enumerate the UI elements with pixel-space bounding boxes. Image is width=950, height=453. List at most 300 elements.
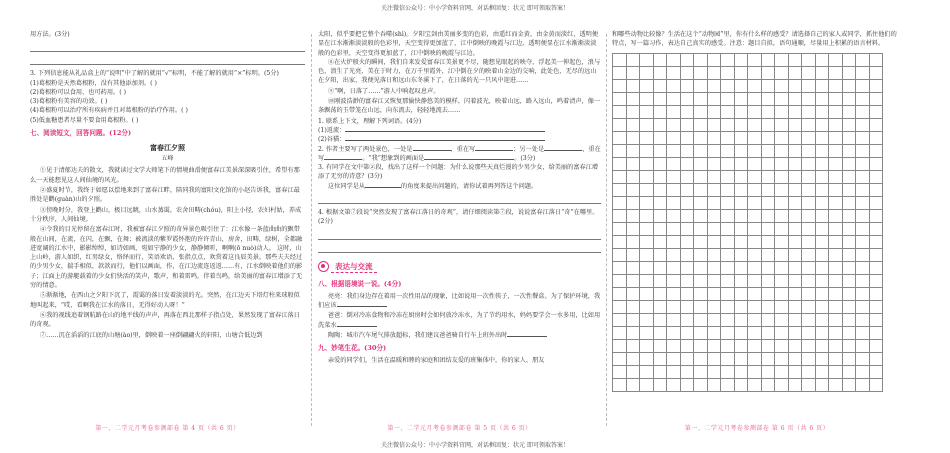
grid-cell[interactable] [748, 54, 762, 67]
grid-cell[interactable] [735, 184, 749, 197]
grid-cell[interactable] [843, 223, 857, 236]
grid-cell[interactable] [789, 249, 803, 262]
grid-cell[interactable] [870, 236, 884, 249]
grid-cell[interactable] [775, 379, 789, 392]
grid-cell[interactable] [721, 145, 735, 158]
grid-cell[interactable] [694, 353, 708, 366]
grid-cell[interactable] [627, 379, 641, 392]
grid-cell[interactable] [613, 210, 627, 223]
grid-cell[interactable] [654, 366, 668, 379]
grid-cell[interactable] [640, 236, 654, 249]
grid-cell[interactable] [627, 262, 641, 275]
grid-cell[interactable] [789, 197, 803, 210]
grid-cell[interactable] [694, 275, 708, 288]
grid-cell[interactable] [613, 184, 627, 197]
grid-cell[interactable] [802, 184, 816, 197]
grid-cell[interactable] [708, 288, 722, 301]
grid-cell[interactable] [829, 301, 843, 314]
grid-cell[interactable] [627, 184, 641, 197]
grid-cell[interactable] [762, 80, 776, 93]
grid-cell[interactable] [843, 327, 857, 340]
grid-cell[interactable] [694, 67, 708, 80]
grid-cell[interactable] [613, 132, 627, 145]
grid-cell[interactable] [856, 249, 870, 262]
grid-cell[interactable] [856, 145, 870, 158]
grid-cell[interactable] [735, 236, 749, 249]
grid-cell[interactable] [856, 340, 870, 353]
answer-blank[interactable] [424, 154, 514, 160]
grid-cell[interactable] [694, 327, 708, 340]
grid-cell[interactable] [735, 301, 749, 314]
grid-cell[interactable] [654, 236, 668, 249]
grid-cell[interactable] [748, 262, 762, 275]
grid-cell[interactable] [789, 184, 803, 197]
grid-cell[interactable] [789, 236, 803, 249]
grid-cell[interactable] [721, 223, 735, 236]
grid-cell[interactable] [667, 288, 681, 301]
grid-cell[interactable] [802, 106, 816, 119]
grid-cell[interactable] [775, 275, 789, 288]
grid-cell[interactable] [829, 106, 843, 119]
grid-cell[interactable] [762, 327, 776, 340]
grid-cell[interactable] [802, 158, 816, 171]
grid-cell[interactable] [789, 366, 803, 379]
grid-cell[interactable] [613, 67, 627, 80]
grid-cell[interactable] [708, 145, 722, 158]
grid-cell[interactable] [640, 67, 654, 80]
grid-cell[interactable] [829, 119, 843, 132]
grid-cell[interactable] [870, 262, 884, 275]
grid-cell[interactable] [640, 288, 654, 301]
grid-cell[interactable] [681, 171, 695, 184]
grid-cell[interactable] [789, 262, 803, 275]
grid-cell[interactable] [789, 80, 803, 93]
grid-cell[interactable] [829, 54, 843, 67]
grid-cell[interactable] [816, 236, 830, 249]
grid-cell[interactable] [748, 340, 762, 353]
grid-cell[interactable] [789, 171, 803, 184]
grid-cell[interactable] [843, 262, 857, 275]
grid-cell[interactable] [654, 132, 668, 145]
grid-cell[interactable] [870, 288, 884, 301]
grid-cell[interactable] [694, 54, 708, 67]
answer-blank[interactable] [345, 126, 545, 132]
grid-cell[interactable] [802, 197, 816, 210]
grid-cell[interactable] [856, 379, 870, 392]
grid-cell[interactable] [708, 197, 722, 210]
grid-cell[interactable] [762, 379, 776, 392]
grid-cell[interactable] [681, 288, 695, 301]
grid-cell[interactable] [816, 106, 830, 119]
grid-cell[interactable] [816, 197, 830, 210]
grid-cell[interactable] [721, 353, 735, 366]
grid-cell[interactable] [789, 67, 803, 80]
grid-cell[interactable] [870, 54, 884, 67]
grid-cell[interactable] [667, 93, 681, 106]
grid-cell[interactable] [789, 379, 803, 392]
grid-cell[interactable] [789, 132, 803, 145]
grid-cell[interactable] [870, 223, 884, 236]
grid-cell[interactable] [775, 158, 789, 171]
grid-cell[interactable] [613, 288, 627, 301]
grid-cell[interactable] [640, 353, 654, 366]
grid-cell[interactable] [640, 327, 654, 340]
grid-cell[interactable] [694, 132, 708, 145]
grid-cell[interactable] [802, 249, 816, 262]
grid-cell[interactable] [654, 106, 668, 119]
grid-cell[interactable] [721, 210, 735, 223]
grid-cell[interactable] [775, 132, 789, 145]
grid-cell[interactable] [708, 54, 722, 67]
grid-cell[interactable] [721, 262, 735, 275]
grid-cell[interactable] [843, 314, 857, 327]
grid-cell[interactable] [870, 210, 884, 223]
grid-cell[interactable] [870, 119, 884, 132]
grid-cell[interactable] [870, 132, 884, 145]
grid-cell[interactable] [870, 353, 884, 366]
grid-cell[interactable] [627, 106, 641, 119]
grid-cell[interactable] [694, 210, 708, 223]
grid-cell[interactable] [694, 80, 708, 93]
grid-cell[interactable] [843, 67, 857, 80]
grid-cell[interactable] [802, 262, 816, 275]
grid-cell[interactable] [816, 223, 830, 236]
answer-blank[interactable] [345, 135, 545, 141]
grid-cell[interactable] [829, 275, 843, 288]
grid-cell[interactable] [816, 119, 830, 132]
grid-cell[interactable] [775, 288, 789, 301]
grid-cell[interactable] [802, 223, 816, 236]
grid-cell[interactable] [708, 210, 722, 223]
grid-cell[interactable] [802, 301, 816, 314]
grid-cell[interactable] [748, 353, 762, 366]
grid-cell[interactable] [856, 288, 870, 301]
grid-cell[interactable] [613, 366, 627, 379]
grid-cell[interactable] [843, 236, 857, 249]
grid-cell[interactable] [843, 171, 857, 184]
grid-cell[interactable] [721, 379, 735, 392]
grid-cell[interactable] [735, 249, 749, 262]
grid-cell[interactable] [640, 249, 654, 262]
grid-cell[interactable] [748, 249, 762, 262]
grid-cell[interactable] [843, 249, 857, 262]
grid-cell[interactable] [681, 197, 695, 210]
grid-cell[interactable] [829, 197, 843, 210]
grid-cell[interactable] [789, 275, 803, 288]
grid-cell[interactable] [721, 93, 735, 106]
grid-cell[interactable] [735, 119, 749, 132]
grid-cell[interactable] [775, 236, 789, 249]
grid-cell[interactable] [694, 262, 708, 275]
grid-cell[interactable] [870, 366, 884, 379]
grid-cell[interactable] [721, 106, 735, 119]
grid-cell[interactable] [640, 54, 654, 67]
grid-cell[interactable] [613, 301, 627, 314]
grid-cell[interactable] [708, 132, 722, 145]
grid-cell[interactable] [802, 119, 816, 132]
grid-cell[interactable] [721, 54, 735, 67]
grid-cell[interactable] [694, 158, 708, 171]
grid-cell[interactable] [667, 184, 681, 197]
grid-cell[interactable] [613, 262, 627, 275]
grid-cell[interactable] [735, 223, 749, 236]
grid-cell[interactable] [627, 67, 641, 80]
grid-cell[interactable] [829, 184, 843, 197]
grid-cell[interactable] [816, 340, 830, 353]
grid-cell[interactable] [708, 93, 722, 106]
grid-cell[interactable] [667, 197, 681, 210]
grid-cell[interactable] [721, 301, 735, 314]
grid-cell[interactable] [856, 314, 870, 327]
grid-cell[interactable] [640, 301, 654, 314]
grid-cell[interactable] [708, 379, 722, 392]
grid-cell[interactable] [748, 236, 762, 249]
grid-cell[interactable] [667, 158, 681, 171]
grid-cell[interactable] [748, 184, 762, 197]
grid-cell[interactable] [816, 366, 830, 379]
answer-blank[interactable] [475, 145, 513, 151]
grid-cell[interactable] [627, 197, 641, 210]
grid-cell[interactable] [735, 67, 749, 80]
grid-cell[interactable] [843, 353, 857, 366]
grid-cell[interactable] [775, 80, 789, 93]
grid-cell[interactable] [627, 54, 641, 67]
grid-cell[interactable] [654, 262, 668, 275]
grid-cell[interactable] [708, 275, 722, 288]
grid-cell[interactable] [870, 249, 884, 262]
grid-cell[interactable] [816, 314, 830, 327]
grid-cell[interactable] [667, 80, 681, 93]
grid-cell[interactable] [789, 210, 803, 223]
grid-cell[interactable] [829, 93, 843, 106]
grid-cell[interactable] [843, 366, 857, 379]
grid-cell[interactable] [789, 54, 803, 67]
grid-cell[interactable] [762, 184, 776, 197]
grid-cell[interactable] [870, 314, 884, 327]
grid-cell[interactable] [856, 80, 870, 93]
grid-cell[interactable] [762, 340, 776, 353]
grid-cell[interactable] [613, 119, 627, 132]
grid-cell[interactable] [654, 288, 668, 301]
grid-cell[interactable] [870, 184, 884, 197]
grid-cell[interactable] [681, 80, 695, 93]
grid-cell[interactable] [694, 249, 708, 262]
grid-cell[interactable] [694, 288, 708, 301]
grid-cell[interactable] [802, 288, 816, 301]
grid-cell[interactable] [735, 288, 749, 301]
grid-cell[interactable] [654, 353, 668, 366]
grid-cell[interactable] [681, 158, 695, 171]
grid-cell[interactable] [681, 379, 695, 392]
grid-cell[interactable] [694, 236, 708, 249]
grid-cell[interactable] [681, 301, 695, 314]
grid-cell[interactable] [816, 210, 830, 223]
grid-cell[interactable] [735, 106, 749, 119]
grid-cell[interactable] [843, 93, 857, 106]
grid-cell[interactable] [667, 327, 681, 340]
grid-cell[interactable] [694, 314, 708, 327]
grid-cell[interactable] [775, 223, 789, 236]
grid-cell[interactable] [843, 106, 857, 119]
grid-cell[interactable] [762, 314, 776, 327]
grid-cell[interactable] [654, 93, 668, 106]
grid-cell[interactable] [829, 262, 843, 275]
grid-cell[interactable] [762, 249, 776, 262]
grid-cell[interactable] [870, 275, 884, 288]
grid-cell[interactable] [613, 340, 627, 353]
grid-cell[interactable] [694, 301, 708, 314]
grid-cell[interactable] [775, 314, 789, 327]
grid-cell[interactable] [667, 132, 681, 145]
grid-cell[interactable] [640, 223, 654, 236]
grid-cell[interactable] [762, 262, 776, 275]
grid-cell[interactable] [708, 119, 722, 132]
grid-cell[interactable] [613, 249, 627, 262]
grid-cell[interactable] [816, 54, 830, 67]
grid-cell[interactable] [640, 119, 654, 132]
grid-cell[interactable] [829, 171, 843, 184]
grid-cell[interactable] [627, 288, 641, 301]
grid-cell[interactable] [667, 67, 681, 80]
grid-cell[interactable] [816, 379, 830, 392]
grid-cell[interactable] [802, 145, 816, 158]
grid-cell[interactable] [802, 171, 816, 184]
grid-cell[interactable] [640, 132, 654, 145]
grid-cell[interactable] [667, 106, 681, 119]
grid-cell[interactable] [627, 353, 641, 366]
grid-cell[interactable] [613, 223, 627, 236]
grid-cell[interactable] [708, 314, 722, 327]
grid-cell[interactable] [640, 366, 654, 379]
grid-cell[interactable] [708, 158, 722, 171]
grid-cell[interactable] [829, 236, 843, 249]
grid-cell[interactable] [775, 301, 789, 314]
grid-cell[interactable] [654, 197, 668, 210]
grid-cell[interactable] [870, 171, 884, 184]
grid-cell[interactable] [762, 106, 776, 119]
grid-cell[interactable] [816, 262, 830, 275]
grid-cell[interactable] [613, 145, 627, 158]
grid-cell[interactable] [654, 340, 668, 353]
grid-cell[interactable] [735, 80, 749, 93]
grid-cell[interactable] [748, 106, 762, 119]
grid-cell[interactable] [748, 145, 762, 158]
grid-cell[interactable] [748, 288, 762, 301]
grid-cell[interactable] [802, 80, 816, 93]
grid-cell[interactable] [721, 132, 735, 145]
grid-cell[interactable] [829, 249, 843, 262]
grid-cell[interactable] [870, 197, 884, 210]
grid-cell[interactable] [654, 301, 668, 314]
grid-cell[interactable] [829, 158, 843, 171]
answer-blank[interactable] [337, 321, 377, 327]
grid-cell[interactable] [856, 236, 870, 249]
grid-cell[interactable] [748, 314, 762, 327]
grid-cell[interactable] [789, 93, 803, 106]
grid-cell[interactable] [856, 93, 870, 106]
grid-cell[interactable] [627, 340, 641, 353]
grid-cell[interactable] [843, 132, 857, 145]
grid-cell[interactable] [694, 119, 708, 132]
grid-cell[interactable] [681, 119, 695, 132]
grid-cell[interactable] [721, 340, 735, 353]
grid-cell[interactable] [613, 379, 627, 392]
grid-cell[interactable] [708, 353, 722, 366]
grid-cell[interactable] [870, 379, 884, 392]
grid-cell[interactable] [640, 197, 654, 210]
grid-cell[interactable] [735, 379, 749, 392]
grid-cell[interactable] [829, 210, 843, 223]
grid-cell[interactable] [856, 184, 870, 197]
grid-cell[interactable] [721, 366, 735, 379]
grid-cell[interactable] [721, 119, 735, 132]
grid-cell[interactable] [667, 353, 681, 366]
grid-cell[interactable] [748, 301, 762, 314]
grid-cell[interactable] [762, 132, 776, 145]
grid-cell[interactable] [640, 93, 654, 106]
grid-cell[interactable] [856, 67, 870, 80]
grid-cell[interactable] [748, 197, 762, 210]
grid-cell[interactable] [802, 314, 816, 327]
grid-cell[interactable] [694, 366, 708, 379]
grid-cell[interactable] [748, 223, 762, 236]
grid-cell[interactable] [802, 379, 816, 392]
grid-cell[interactable] [748, 119, 762, 132]
grid-cell[interactable] [640, 379, 654, 392]
grid-cell[interactable] [775, 366, 789, 379]
grid-cell[interactable] [748, 327, 762, 340]
grid-cell[interactable] [735, 197, 749, 210]
grid-cell[interactable] [613, 54, 627, 67]
grid-cell[interactable] [735, 314, 749, 327]
grid-cell[interactable] [762, 353, 776, 366]
writing-grid[interactable] [612, 53, 883, 392]
grid-cell[interactable] [654, 314, 668, 327]
grid-cell[interactable] [870, 158, 884, 171]
grid-cell[interactable] [640, 314, 654, 327]
grid-cell[interactable] [721, 67, 735, 80]
grid-cell[interactable] [735, 275, 749, 288]
grid-cell[interactable] [802, 132, 816, 145]
grid-cell[interactable] [816, 80, 830, 93]
grid-cell[interactable] [667, 275, 681, 288]
grid-cell[interactable] [843, 210, 857, 223]
grid-cell[interactable] [627, 119, 641, 132]
grid-cell[interactable] [681, 340, 695, 353]
grid-cell[interactable] [613, 93, 627, 106]
grid-cell[interactable] [775, 353, 789, 366]
grid-cell[interactable] [843, 288, 857, 301]
grid-cell[interactable] [694, 106, 708, 119]
grid-cell[interactable] [721, 249, 735, 262]
grid-cell[interactable] [829, 366, 843, 379]
grid-cell[interactable] [762, 236, 776, 249]
grid-cell[interactable] [627, 210, 641, 223]
grid-cell[interactable] [654, 54, 668, 67]
grid-cell[interactable] [762, 275, 776, 288]
grid-cell[interactable] [870, 145, 884, 158]
grid-cell[interactable] [870, 80, 884, 93]
grid-cell[interactable] [843, 158, 857, 171]
grid-cell[interactable] [789, 327, 803, 340]
grid-cell[interactable] [802, 353, 816, 366]
grid-cell[interactable] [735, 158, 749, 171]
answer-blank[interactable] [544, 145, 582, 151]
grid-cell[interactable] [667, 54, 681, 67]
grid-cell[interactable] [775, 197, 789, 210]
grid-cell[interactable] [856, 210, 870, 223]
answer-blank[interactable] [324, 154, 362, 160]
